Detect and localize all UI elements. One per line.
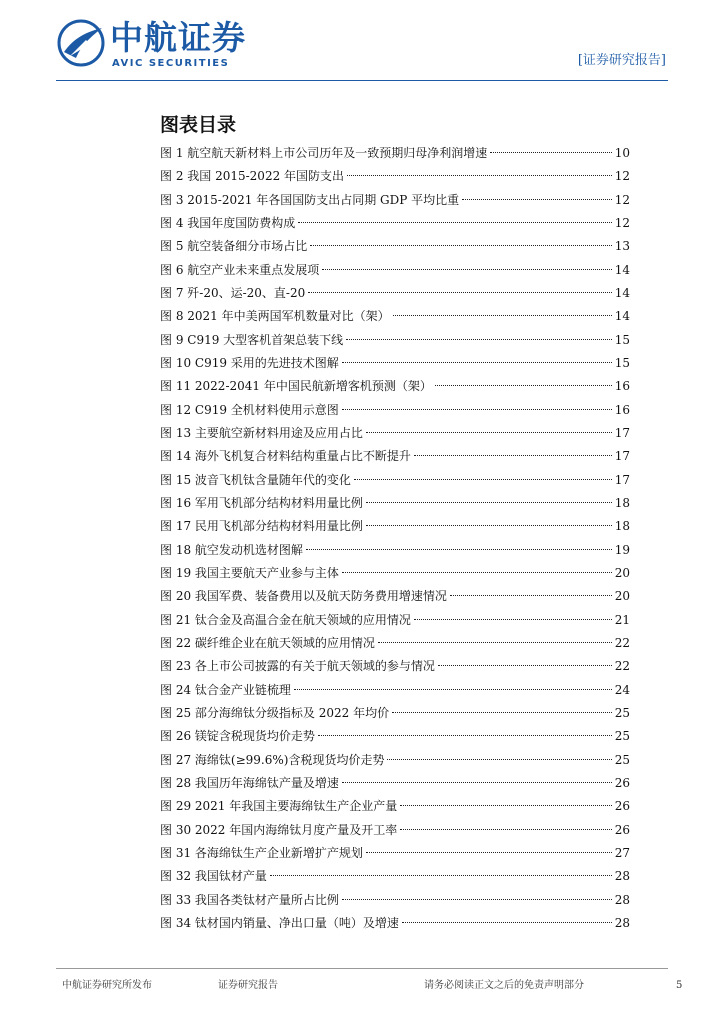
toc-entry[interactable]: [160, 375, 630, 398]
toc-entry-page: 18: [614, 519, 630, 534]
toc-entry-label: 图 19 我国主要航天产业参与主体: [160, 565, 339, 580]
toc-entry[interactable]: [160, 469, 630, 492]
toc-entry[interactable]: [160, 889, 630, 912]
toc-entry-page: 10: [614, 146, 630, 160]
toc-entry-page: 12: [614, 169, 630, 184]
toc-dot-leader: [306, 549, 612, 550]
toc-entry-page: 25: [614, 752, 630, 767]
toc-dot-leader: [414, 455, 612, 456]
toc-entry-page: 14: [614, 262, 630, 277]
toc-dot-leader: [435, 385, 612, 386]
toc-entry[interactable]: [160, 305, 630, 328]
toc-entry[interactable]: [160, 609, 630, 632]
toc-entry-page: 18: [614, 495, 630, 510]
toc-entry-label: 图 16 军用飞机部分结构材料用量比例: [160, 495, 363, 510]
toc-entry-label: 图 13 主要航空新材料用途及应用占比: [160, 425, 363, 440]
toc-dot-leader: [318, 735, 612, 736]
toc-dot-leader: [378, 642, 612, 643]
toc-entry-page: 19: [614, 542, 630, 557]
toc-entry[interactable]: [160, 562, 630, 585]
page-header: [0, 0, 724, 82]
page-number: 5: [676, 980, 683, 991]
toc-entry-page: 16: [614, 402, 630, 417]
toc-entry-page: 14: [614, 285, 630, 300]
toc-dot-leader: [414, 619, 612, 620]
toc-dot-leader: [347, 175, 612, 176]
toc-entry-label: 图 6 航空产业未来重点发展项: [160, 262, 320, 277]
toc-dot-leader: [400, 829, 611, 830]
footer-report-type: 证券研究报告: [218, 980, 278, 991]
toc-entry-label: 图 28 我国历年海绵钛产量及增速: [160, 775, 339, 790]
toc-dot-leader: [402, 922, 612, 923]
toc-dot-leader: [400, 805, 611, 806]
toc-entry-page: 24: [614, 682, 630, 697]
toc-entry-label: 图 26 镁锭含税现货均价走势: [160, 729, 315, 744]
logo-chinese-name: 中航证券: [110, 18, 246, 57]
toc-dot-leader: [310, 245, 611, 246]
toc-dot-leader: [346, 339, 612, 340]
toc-entry[interactable]: [160, 819, 630, 842]
toc-dot-leader: [462, 199, 612, 200]
toc-entry-label: 图 30 2022 年国内海绵钛月度产量及开工率: [160, 822, 398, 837]
toc-entry-label: 图 20 我国军费、装备费用以及航天防务费用增速情况: [160, 589, 447, 604]
footer-divider: [56, 968, 668, 969]
toc-entry[interactable]: [160, 702, 630, 725]
toc-entry-page: 16: [614, 379, 630, 394]
toc-entry-page: 22: [614, 659, 630, 674]
toc-dot-leader: [308, 292, 611, 293]
toc-dot-leader: [438, 665, 612, 666]
toc-entry-label: 图 29 2021 年我国主要海绵钛生产企业产量: [160, 799, 398, 814]
toc-entry-page: 26: [614, 775, 630, 790]
toc-entry-page: 28: [614, 869, 630, 884]
toc-entry-label: 图 23 各上市公司披露的有关于航天领域的参与情况: [160, 659, 435, 674]
toc-dot-leader: [450, 595, 612, 596]
toc-entry[interactable]: [160, 585, 630, 608]
toc-entry-page: 20: [614, 565, 630, 580]
toc-entry-page: 15: [614, 332, 630, 347]
toc-entry-page: 12: [614, 192, 630, 207]
toc-entry[interactable]: [160, 539, 630, 562]
toc-entry[interactable]: [160, 422, 630, 445]
toc-dot-leader: [342, 782, 612, 783]
toc-entry-page: 17: [614, 425, 630, 440]
toc-entry[interactable]: [160, 212, 630, 235]
toc-entry-label: 图 31 各海绵钛生产企业新增扩产规划: [160, 845, 363, 860]
toc-entry-label: 图 4 我国年度国防费构成: [160, 215, 296, 230]
toc-entry-label: 图 3 2015-2021 年各国国防支出占同期 GDP 平均比重: [160, 192, 460, 207]
toc-dot-leader: [342, 409, 612, 410]
toc-entry[interactable]: [160, 492, 630, 515]
toc-entry[interactable]: [160, 329, 630, 352]
toc-entry-page: 13: [614, 239, 630, 254]
toc-entry-label: 图 2 我国 2015-2022 年国防支出: [160, 169, 345, 184]
footer-publisher: 中航证券研究所发布: [62, 980, 152, 991]
toc-entry[interactable]: [160, 189, 630, 212]
toc-dot-leader: [342, 899, 612, 900]
toc-entry-label: 图 8 2021 年中美两国军机数量对比（架）: [160, 309, 390, 324]
toc-entry[interactable]: [160, 399, 630, 422]
toc-dot-leader: [298, 222, 611, 223]
toc-dot-leader: [354, 479, 612, 480]
toc-entry-label: 图 9 C919 大型客机首架总装下线: [160, 332, 344, 347]
toc-entry-page: 12: [614, 215, 630, 230]
toc-entry-label: 图 25 部分海绵钛分级指标及 2022 年均价: [160, 705, 390, 720]
toc-dot-leader: [366, 432, 612, 433]
toc-entry-label: 图 24 钛合金产业链梳理: [160, 682, 291, 697]
toc-entry[interactable]: [160, 235, 630, 258]
toc-dot-leader: [342, 362, 612, 363]
toc-entry-label: 图 21 钛合金及高温合金在航天领域的应用情况: [160, 612, 411, 627]
toc-entry[interactable]: [160, 515, 630, 538]
toc-entry[interactable]: [160, 165, 630, 188]
toc-entry-label: 图 10 C919 采用的先进技术图解: [160, 355, 339, 370]
toc-entry[interactable]: [160, 795, 630, 818]
toc-entry-page: 28: [614, 892, 630, 907]
toc-entry[interactable]: [160, 772, 630, 795]
toc-entry-page: 28: [614, 915, 630, 930]
toc-entry-page: 17: [614, 472, 630, 487]
toc-entry-page: 27: [614, 845, 630, 860]
avic-logo-icon: [56, 18, 106, 68]
toc-dot-leader: [294, 689, 612, 690]
toc-dot-leader: [366, 502, 612, 503]
header-divider: [56, 80, 668, 81]
toc-list: [160, 142, 630, 935]
toc-entry-page: 17: [614, 449, 630, 464]
toc-dot-leader: [322, 269, 611, 270]
toc-entry-label: 图 14 海外飞机复合材料结构重量占比不断提升: [160, 449, 411, 464]
toc-entry-label: 图 32 我国钛材产量: [160, 869, 267, 884]
toc-entry-page: 25: [614, 729, 630, 744]
toc-entry-page: 21: [614, 612, 630, 627]
toc-entry[interactable]: [160, 282, 630, 305]
toc-entry[interactable]: [160, 725, 630, 748]
toc-entry[interactable]: [160, 842, 630, 865]
logo-english-name: AVIC SECURITIES: [112, 58, 230, 69]
toc-entry-label: 图 33 我国各类钛材产量所占比例: [160, 892, 339, 907]
toc-entry-label: 图 15 波音飞机钛含量随年代的变化: [160, 472, 351, 487]
toc-entry-label: 图 27 海绵钛(≥99.6%)含税现货均价走势: [160, 752, 385, 767]
toc-entry[interactable]: [160, 632, 630, 655]
toc-entry-page: 26: [614, 799, 630, 814]
toc-entry-page: 22: [614, 635, 630, 650]
toc-dot-leader: [342, 572, 612, 573]
toc-entry[interactable]: [160, 679, 630, 702]
toc-entry-label: 图 17 民用飞机部分结构材料用量比例: [160, 519, 363, 534]
toc-entry[interactable]: [160, 142, 630, 165]
toc-dot-leader: [392, 712, 612, 713]
toc-entry-page: 20: [614, 589, 630, 604]
toc-dot-leader: [393, 315, 612, 316]
toc-dot-leader: [387, 759, 611, 760]
toc-entry[interactable]: [160, 352, 630, 375]
toc-title: 图表目录: [160, 114, 237, 136]
toc-dot-leader: [270, 875, 612, 876]
toc-dot-leader: [366, 525, 612, 526]
toc-entry-page: 14: [614, 309, 630, 324]
toc-dot-leader: [366, 852, 612, 853]
toc-entry[interactable]: [160, 749, 630, 772]
report-type-tag: [证券研究报告]: [577, 53, 666, 68]
toc-entry-label: 图 5 航空装备细分市场占比: [160, 239, 308, 254]
toc-entry-label: 图 22 碳纤维企业在航天领域的应用情况: [160, 635, 375, 650]
toc-entry[interactable]: [160, 865, 630, 888]
footer-disclaimer[interactable]: 请务必阅读正文之后的免责声明部分: [424, 980, 584, 991]
toc-entry-label: 图 11 2022-2041 年中国民航新增客机预测（架）: [160, 379, 432, 394]
toc-entry[interactable]: [160, 445, 630, 468]
toc-entry[interactable]: [160, 655, 630, 678]
toc-entry-label: 图 18 航空发动机选材图解: [160, 542, 303, 557]
toc-dot-leader: [490, 152, 611, 153]
toc-entry-label: 图 7 歼-20、运-20、直-20: [160, 285, 306, 300]
toc-entry-label: 图 12 C919 全机材料使用示意图: [160, 402, 339, 417]
toc-entry-page: 25: [614, 705, 630, 720]
toc-entry-label: 图 34 钛材国内销量、净出口量（吨）及增速: [160, 915, 399, 930]
toc-entry-page: 26: [614, 822, 630, 837]
toc-entry[interactable]: [160, 259, 630, 282]
toc-entry-page: 15: [614, 355, 630, 370]
toc-entry-label: 图 1 航空航天新材料上市公司历年及一致预期归母净利润增速: [160, 146, 488, 160]
toc-entry[interactable]: [160, 912, 630, 935]
